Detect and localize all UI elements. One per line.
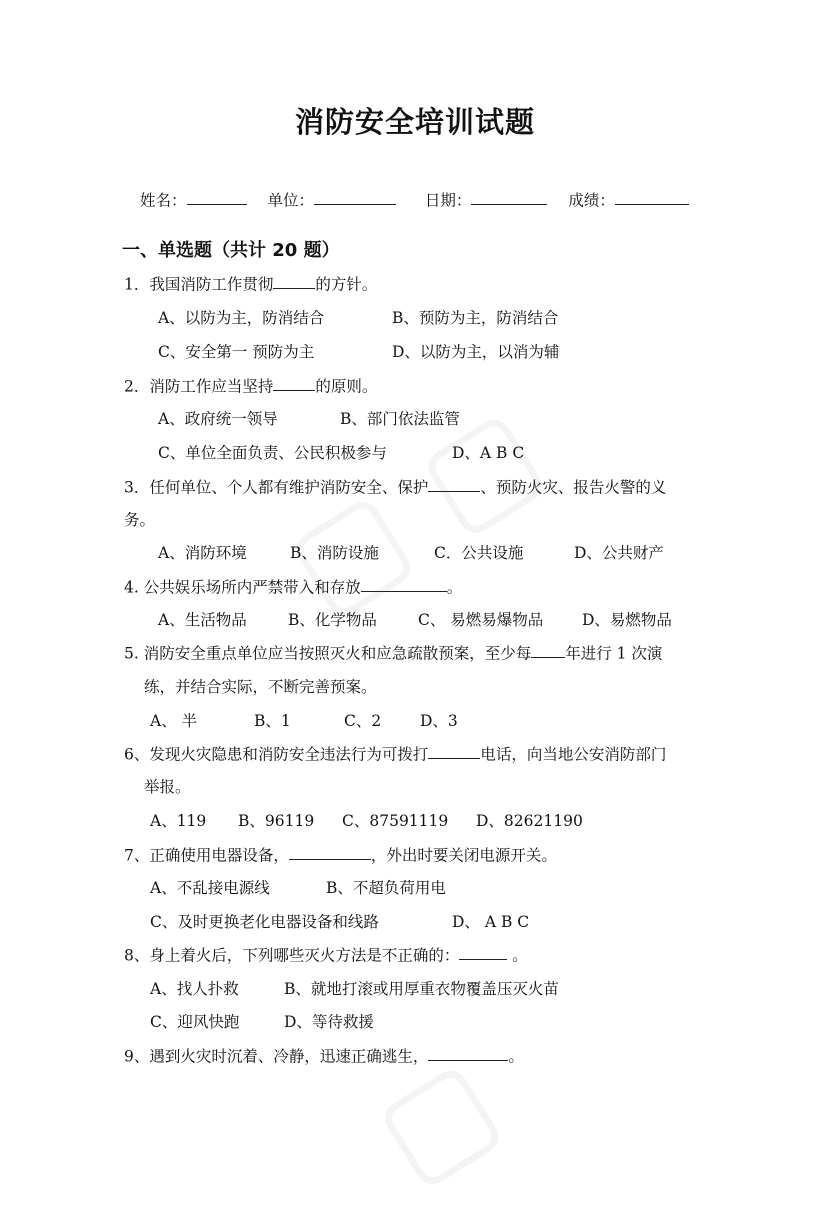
question-7 [124, 843, 557, 865]
page-title: 消防安全培训试题 [294, 105, 535, 139]
question-5 [124, 641, 662, 663]
question-3-option-c[interactable]: C．公共设施 [434, 544, 524, 562]
question-5-blank[interactable] [531, 641, 565, 658]
question-4 [124, 575, 462, 597]
question-7-text-end: ，外出时要关闭电源开关。 [370, 846, 557, 865]
question-4-option-d[interactable]: D、易燃物品 [582, 611, 672, 629]
question-4-option-a[interactable]: A、生活物品 [158, 611, 247, 629]
question-3-text: 3．任何单位、个人都有维护消防安全、保护 [124, 478, 429, 497]
question-7-option-c[interactable]: C、及时更换老化电器设备和线路 [150, 913, 379, 931]
question-4-text-end: 。 [446, 578, 463, 597]
date-field [425, 188, 548, 210]
unit-field [267, 188, 396, 210]
question-1 [124, 272, 377, 294]
header-fields [140, 188, 689, 210]
question-3-option-b[interactable]: B、消防设施 [290, 544, 379, 562]
question-7-option-b[interactable]: B、不超负荷用电 [326, 879, 446, 897]
question-8-option-d[interactable]: D、等待救援 [284, 1013, 374, 1031]
question-1-blank[interactable] [273, 272, 315, 289]
unit-label: 单位： [267, 191, 314, 210]
question-6-text: 6、发现火灾隐患和消防安全违法行为可拨打 [124, 745, 429, 764]
question-5-option-d[interactable]: D、3 [420, 712, 458, 730]
question-5-text-end: 年进行 1 次演 [565, 644, 663, 663]
unit-blank[interactable] [314, 188, 396, 205]
question-1-option-d[interactable]: D、以防为主，以消为辅 [392, 343, 560, 361]
question-1-option-c[interactable]: C、安全第一 预防为主 [158, 343, 315, 361]
question-6-continuation: 举报。 [144, 778, 191, 796]
question-8-text-end: 。 [507, 946, 528, 965]
question-3-option-d[interactable]: D、公共财产 [574, 544, 664, 562]
name-field [140, 188, 247, 210]
question-8-option-b[interactable]: B、就地打滚或用厚重衣物覆盖压灭火苗 [284, 980, 559, 998]
question-1-text-end: 的方针。 [315, 275, 378, 294]
question-9 [124, 1044, 524, 1066]
question-3-option-a[interactable]: A、消防环境 [158, 544, 247, 562]
question-2-option-b[interactable]: B、部门依法监管 [340, 410, 460, 428]
question-6-option-d[interactable]: D、82621190 [476, 812, 583, 830]
question-3-continuation: 务。 [124, 511, 156, 529]
question-3-text-end: 、预防火灾、报告火警的义 [480, 478, 667, 497]
question-9-blank[interactable] [428, 1044, 508, 1061]
question-4-option-c[interactable]: C、 易燃易爆物品 [418, 611, 544, 629]
question-5-option-c[interactable]: C、2 [344, 712, 382, 730]
question-6-option-c[interactable]: C、87591119 [342, 812, 449, 830]
question-5-option-a[interactable]: A、 半 [150, 712, 198, 730]
question-6-option-b[interactable]: B、96119 [238, 812, 315, 830]
question-4-text: 4. 公共娱乐场所内严禁带入和存放 [124, 578, 361, 597]
question-4-option-b[interactable]: B、化学物品 [288, 611, 377, 629]
question-6-option-a[interactable]: A、119 [150, 812, 207, 830]
question-2-option-c[interactable]: C、单位全面负责、公民积极参与 [158, 444, 387, 462]
question-8-option-a[interactable]: A、找人扑救 [150, 980, 239, 998]
question-7-blank[interactable] [289, 843, 371, 860]
name-label: 姓名： [140, 191, 187, 210]
score-blank[interactable] [615, 188, 689, 205]
question-7-option-a[interactable]: A、不乱接电源线 [150, 879, 270, 897]
question-9-text: 9、遇到火灾时沉着、冷静，迅速正确逃生， [124, 1047, 429, 1066]
question-2 [124, 374, 377, 396]
question-2-option-a[interactable]: A、政府统一领导 [158, 410, 278, 428]
question-8-text: 8、身上着火后，下列哪些灭火方法是不正确的： [124, 946, 460, 965]
date-blank[interactable] [471, 188, 547, 205]
question-4-blank[interactable] [361, 575, 447, 592]
score-label: 成绩： [568, 191, 615, 210]
date-label: 日期： [424, 191, 472, 210]
question-3 [124, 475, 666, 497]
score-field [568, 188, 689, 210]
question-1-option-b[interactable]: B、预防为主，防消结合 [392, 309, 559, 327]
question-6-blank[interactable] [428, 742, 480, 759]
question-2-text-end: 的原则。 [315, 377, 378, 396]
question-7-text: 7、正确使用电器设备， [124, 846, 289, 865]
question-1-text: 1．我国消防工作贯彻 [124, 275, 274, 294]
question-6 [124, 742, 666, 764]
question-6-text-end: 电话，向当地公安消防部门 [480, 745, 667, 764]
question-3-blank[interactable] [428, 475, 480, 492]
question-2-blank[interactable] [273, 374, 315, 391]
question-5-text: 5. 消防安全重点单位应当按照灭火和应急疏散预案，至少每 [124, 644, 532, 663]
question-1-option-a[interactable]: A、以防为主，防消结合 [158, 309, 325, 327]
section-title: 一、单选题（共计 20 题） [122, 240, 340, 261]
question-8-option-c[interactable]: C、迎风快跑 [150, 1013, 240, 1031]
question-8-blank[interactable] [459, 943, 507, 960]
question-2-option-d[interactable]: D、A B C [452, 444, 525, 462]
question-8 [124, 943, 528, 965]
question-9-text-end: 。 [508, 1047, 524, 1066]
question-7-option-d[interactable]: D、 A B C [452, 913, 530, 931]
question-5-option-b[interactable]: B、1 [254, 712, 291, 730]
question-2-text: 2．消防工作应当坚持 [124, 377, 274, 396]
question-5-continuation: 练，并结合实际，不断完善预案。 [144, 678, 377, 696]
name-blank[interactable] [187, 188, 247, 205]
